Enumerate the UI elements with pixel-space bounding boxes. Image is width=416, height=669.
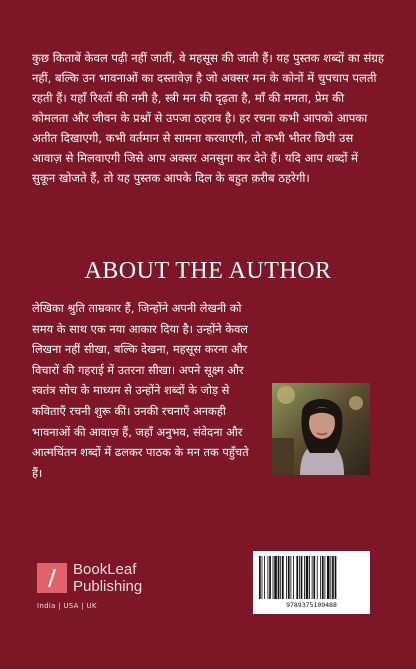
publisher-logo xyxy=(37,563,157,623)
bookleaf-logo-icon xyxy=(37,563,67,593)
about-author-heading: ABOUT THE AUTHOR xyxy=(84,258,332,284)
isbn-barcode xyxy=(253,551,370,614)
book-blurb: कुछ किताबें केवल पढ़ी नहीं जातीं, वे महसूस की जाती हैं। यह पुस्तक शब्दों का संग्रह नहीं, बल्कि उन भावनाओं का दस्तावेज़ है जो अक्सर मन के कोनों में चुपचाप पलती रहती हैं। यहाँ रिश्तों की नमी है, स्त्री मन की दृढ़ता है, माँ की ममता, प्रेम की कोमलता और जीवन के प्रश्नों से उपजा ठहराव है। हर रचना कभी आपको आपका अतीत दिखाएगी, कभी वर्तमान से सामना करवाएगी, तो कभी भीतर छिपी उस आवाज़ से मिलवाएगी जिसे आप अक्सर अनसुना कर देते हैं। यदि आप शब्दों में सुकून खोजते हैं, तो यह पुस्तक आपके दिल के बहुत क़रीब ठहरेगी। xyxy=(32,51,384,185)
barcode-bars xyxy=(258,556,365,599)
publisher-name: BookLeaf Publishing xyxy=(73,561,143,595)
author-photo xyxy=(272,383,370,475)
publisher-regions: India | USA | UK xyxy=(37,602,97,610)
isbn-number: 9789375109488 xyxy=(286,601,337,609)
author-bio: लेखिका श्रुति ताम्रकार हैं, जिन्होंने अपनी लेखनी को समय के साथ एक नया आकार दिया है। उन्होंने केवल लिखना नहीं सीखा, बल्कि देखना, महसूस करना और विचारों की गहराई में उतरना सीखा। अपने सूक्ष्म और स्वतंत्र सोच के माध्यम से उन्होंने शब्दों के जोड़ से कविताएँ रचनी शुरू कीं। उनकी रचनाएँ अनकही भावनाओं की आवाज़ हैं, जहाँ अनुभव, संवेदना और आत्मचिंतन शब्दों में ढलकर पाठक के मन तक पहुँचते हैं। xyxy=(32,301,249,480)
author-portrait-image xyxy=(272,383,370,475)
